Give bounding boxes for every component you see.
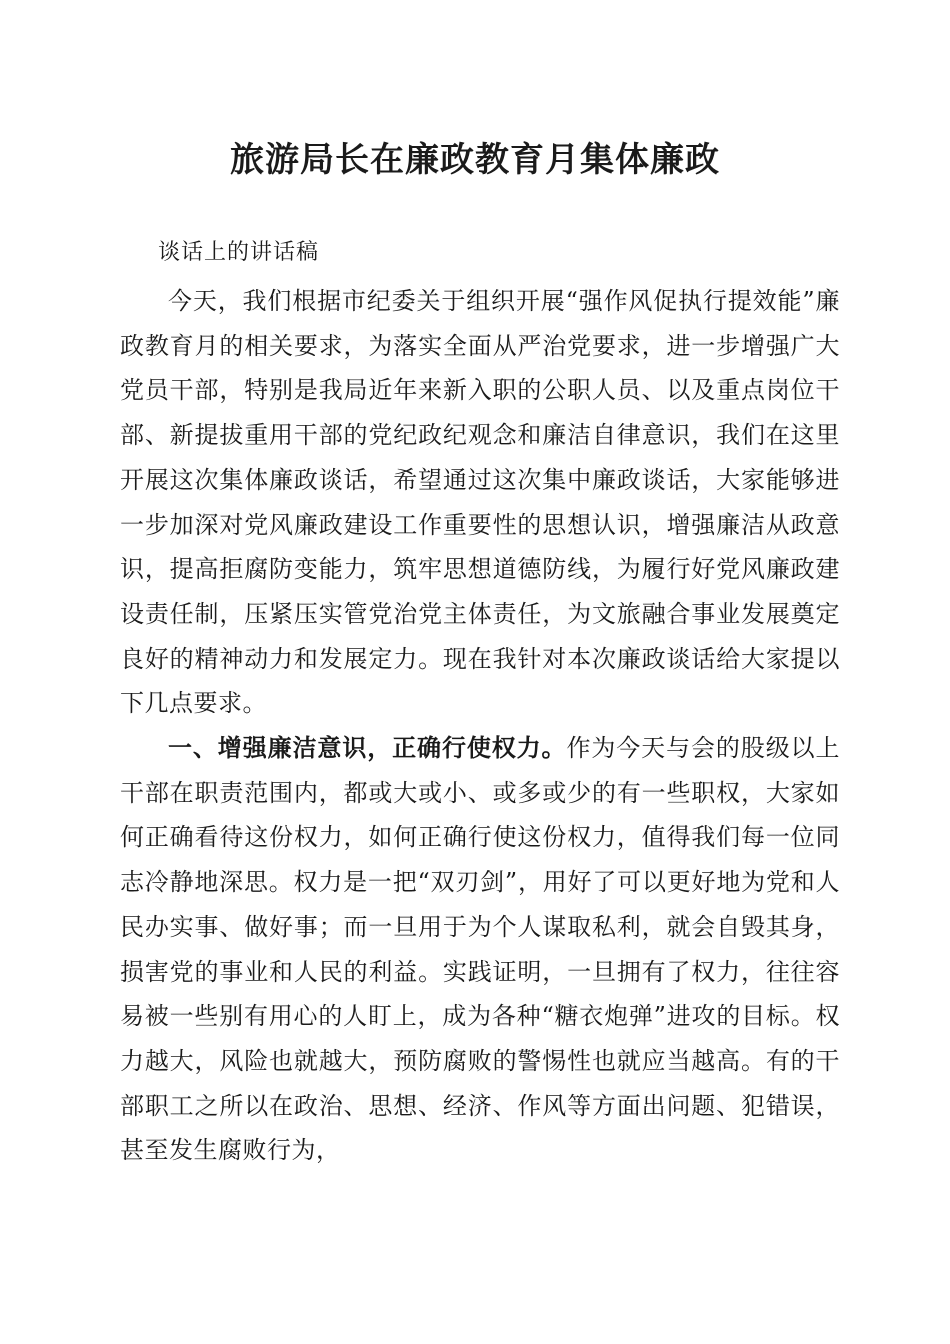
paragraph-section-one <box>120 726 840 1173</box>
document-subtitle: 谈话上的讲话稿 <box>158 240 320 265</box>
section-one-heading: 一、增强廉洁意识，正确行使权力。 <box>168 734 567 763</box>
paragraph-intro-text: 今天，我们根据市纪委关于组织开展“强作风促执行提效能”廉政教育月的相关要求，为落实全面从严治党要求，进一步增强广大党员干部，特别是我局近年来新入职的公职人员、以及重点岗位干部、新提拔重用干部的党纪政纪观念和廉洁自律意识，我们在这里开展这次集体廉政谈话，希望通过这次集中廉政谈话，大家能够进一步加深对党风廉政建设工作重要性的思想认识，增强廉洁从政意识，提高拒腐防变能力，筑牢思想道德防线，为履行好党风廉政建设责任制，压紧压实管党治党主体责任，为文旅融合事业发展奠定良好的精神动力和发展定力。现在我针对本次廉政谈话给大家提以下几点要求。 <box>120 287 840 718</box>
document-body <box>120 279 840 1173</box>
paragraph-intro <box>120 279 840 726</box>
section-one-text: 作为今天与会的股级以上干部在职责范围内，都或大或小、或多或少的有一些职权，大家如何正确看待这份权力，如何正确行使这份权力，值得我们每一位同志冷静地深思。权力是一把“双刃剑”，用好了可以更好地为党和人民办实事、做好事；而一旦用于为个人谋取私利，就会自毁其身，损害党的事业和人民的利益。实践证明，一旦拥有了权力，往往容易被一些别有用心的人盯上，成为各种“糖衣炮弹”进攻的目标。权力越大，风险也就越大，预防腐败的警惕性也就应当越高。有的干部职工之所以在政治、思想、经济、作风等方面出问题、犯错误，甚至发生腐败行为， <box>120 734 841 1165</box>
document-title: 旅游局长在廉政教育月集体廉政 <box>230 140 720 180</box>
